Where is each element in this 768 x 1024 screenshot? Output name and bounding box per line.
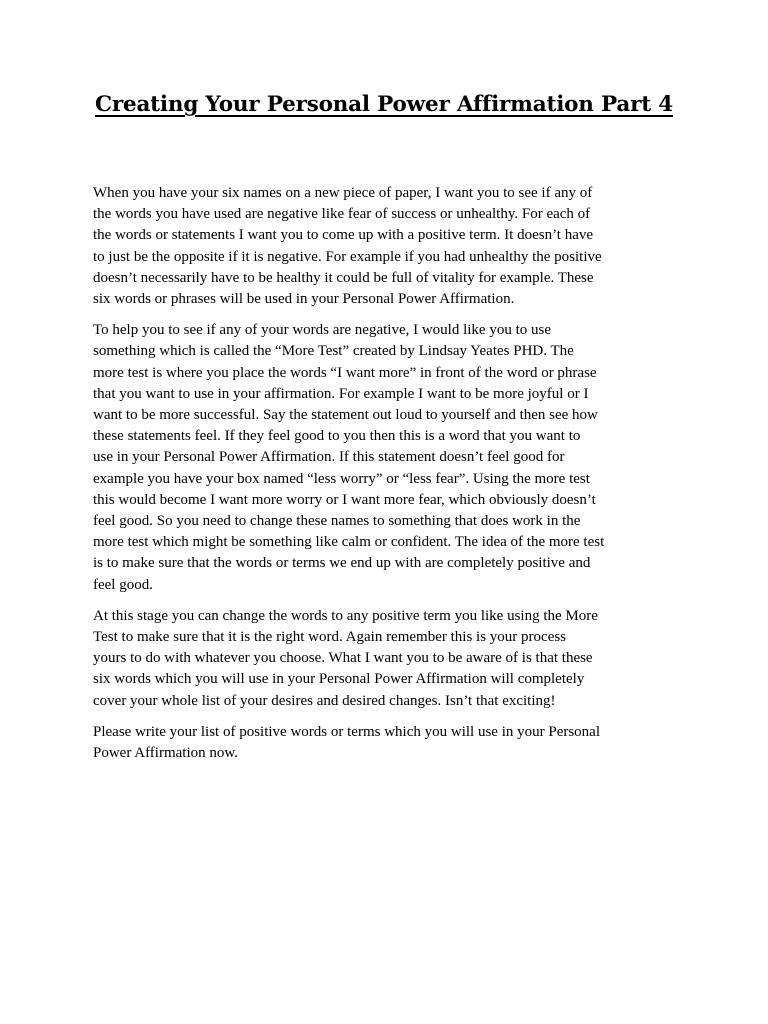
paragraph-1: When you have your six names on a new piece of paper, I want you to see if any of the words you have used are negative like fear of success or unhealthy. For each of the words or statements I want you to come up with a positive term. It doesn’t have to just be the opposite if it is negative. For example if you had unhealthy the positive doesn’t necessarily have to be healthy it could be full of vitality for example. These six words or phrases will be used in your Personal Power Affirmation. [93,185,602,308]
paragraph-2: To help you to see if any of your words are negative, I would like you to use something which is called the “More Test” created by Lindsay Yeates PHD. The more test is where you place the words “I want more” in front of the word or phrase that you want to use in your affirmation. For example I want to be more joyful or I want to be more successful. Say the statement out loud to yourself and then see how these statements feel. If they feel good to you then this is a word that you want to use in your Personal Power Affirmation. If this statement doesn’t feel good for example you have your box named “less worry” or “less fear”. Using the more test this would become I want more worry or I want more fear, which obviously doesn’t feel good. So you need to change these names to something that does work in the more test which might be something like calm or confident. The idea of the more test is to make sure that the words or terms we end up with are completely positive and feel good. [93,322,605,593]
document-title: Creating Your Personal Power Affirmation Part 4 [94,92,674,117]
paragraph-3: At this stage you can change the words to any positive term you like using the More Test to make sure that it is the right word. Again remember this is your process yours to do with whatever you choose. What I want you to be aware of is that these six words which you will use in your Personal Power Affirmation will completely cover your whole list of your desires and desired changes. Isn’t that exciting! [93,607,598,709]
paragraph-4: Please write your list of positive words or terms which you will use in your Personal Power Affirmation now. [93,723,601,762]
document-body [93,183,675,774]
